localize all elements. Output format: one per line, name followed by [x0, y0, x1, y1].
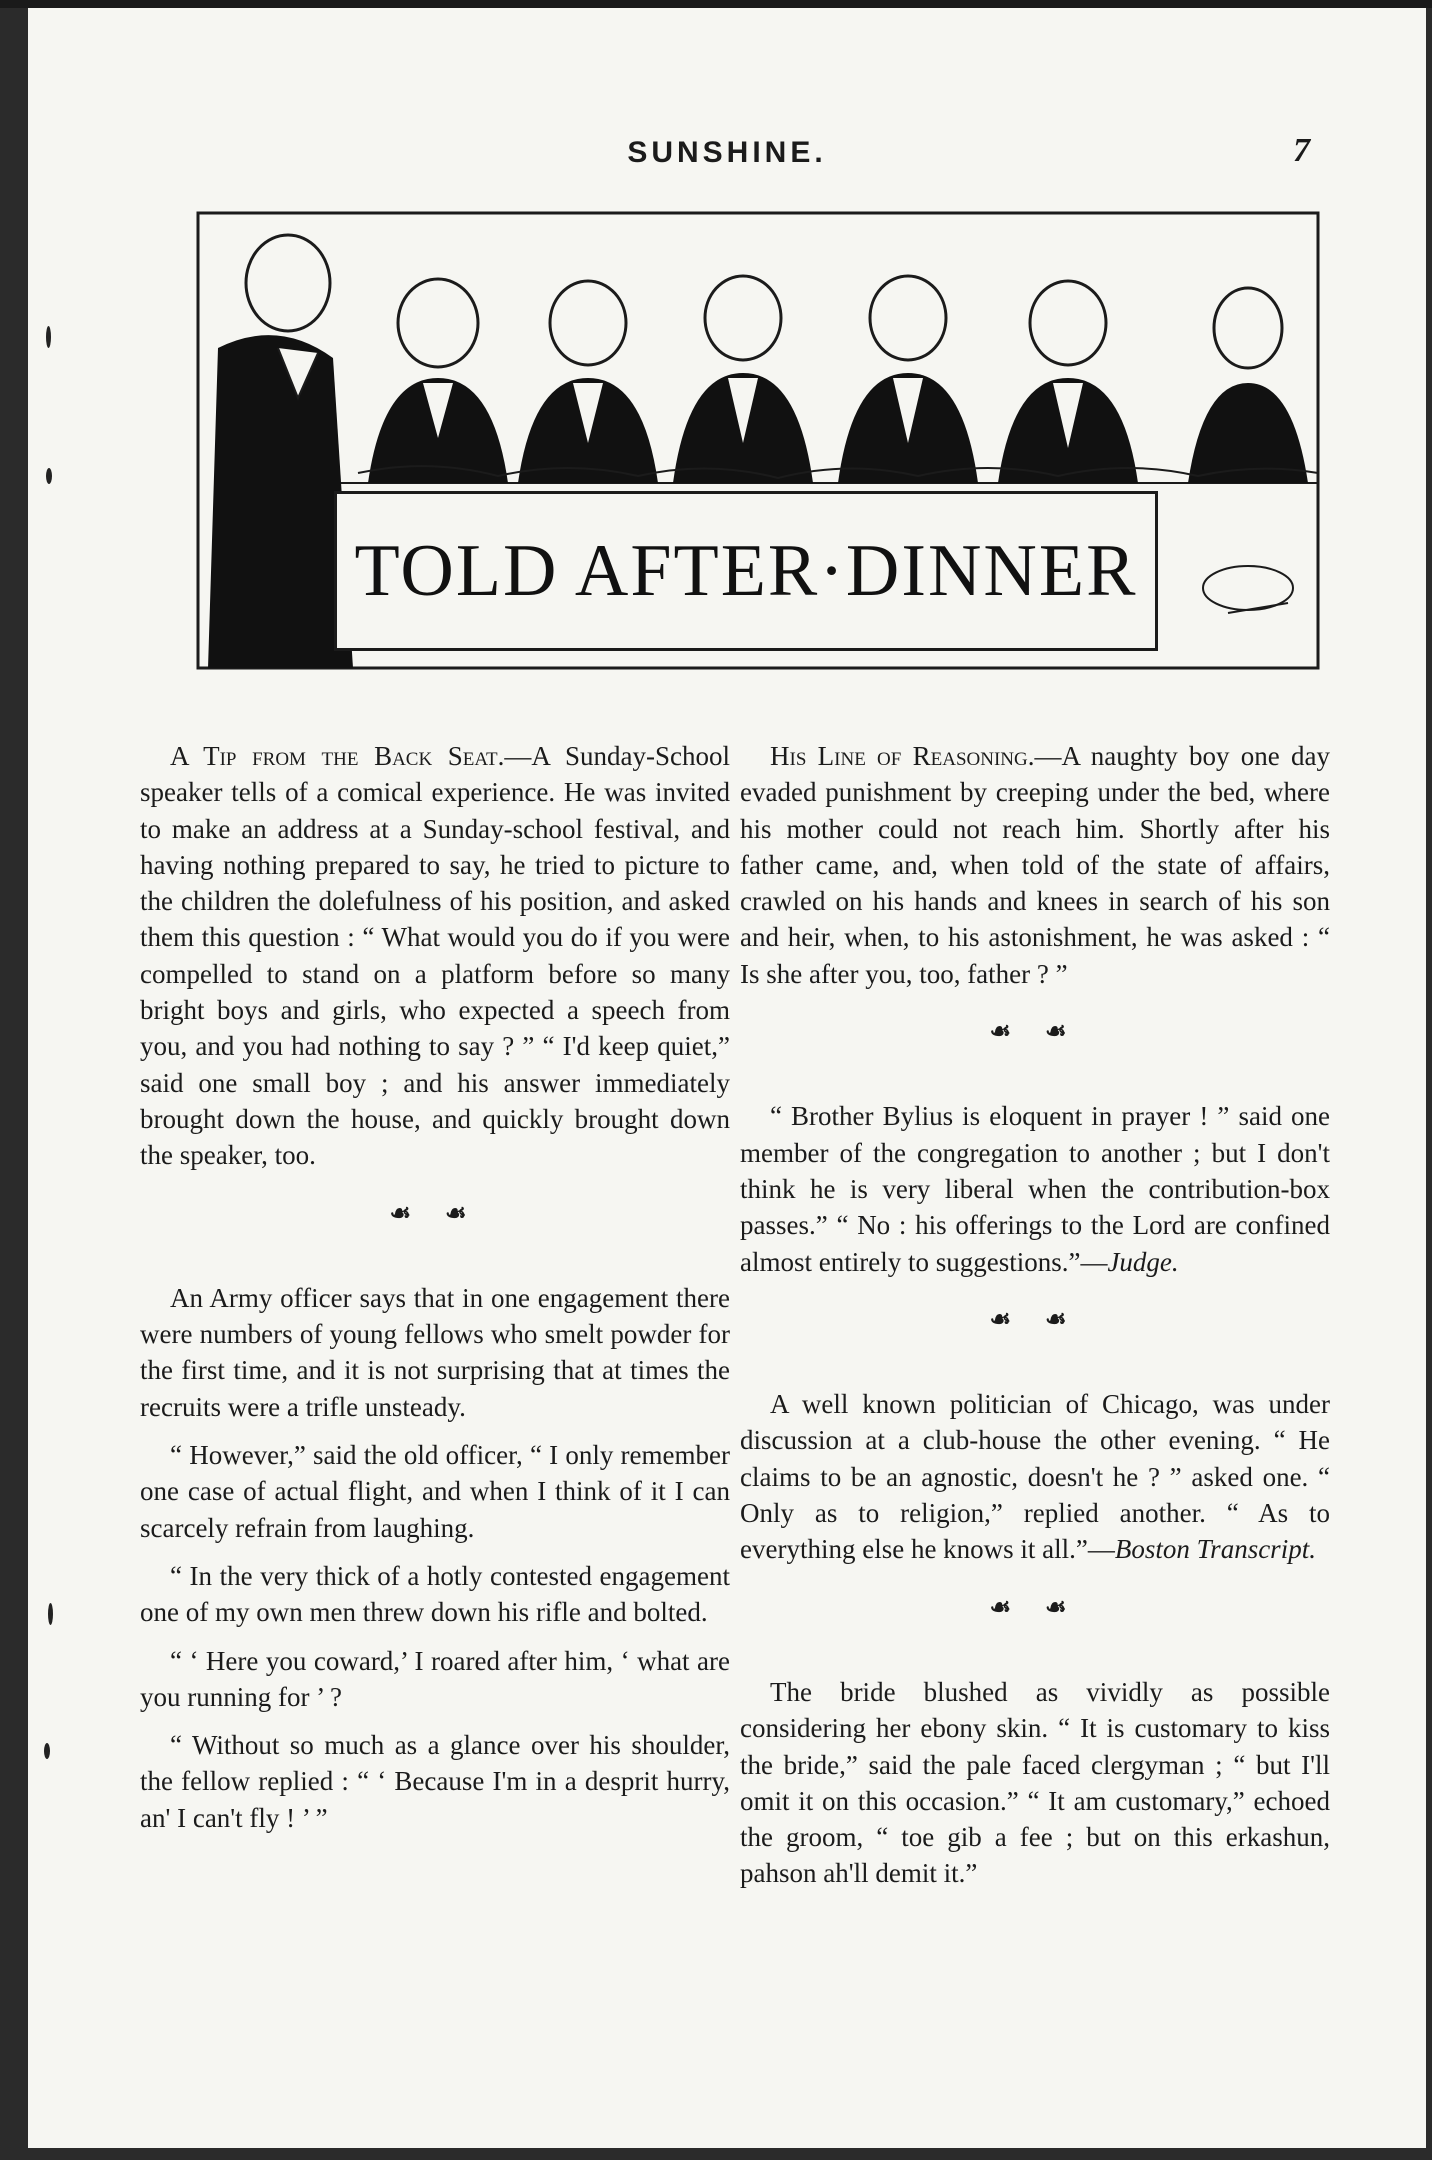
story-body: —A naughty boy one day evaded punishment by creeping under the bed, where his mother could not reach him. Shortly after his father came, and, when told of the state of affairs, crawled on his hands and knees in search of his son and heir, when, to his astonishment, he was asked : “ Is she after you, too, father ? ”: [740, 741, 1330, 989]
story-line-of-reasoning: [740, 738, 1330, 992]
running-head: SUNSHINE.: [627, 136, 827, 169]
story-body: A well known politician of Chicago, was under discussion at a club-house the other evening. “ He claims to be an agnostic, doesn't he ? ” asked one. “ Only as to religion,” replied another. “ As to everything else he knows it all.”—: [740, 1389, 1330, 1565]
story-brother-bylius: [740, 1098, 1330, 1279]
magazine-page: [28, 8, 1426, 2148]
scan-speck: [46, 468, 52, 484]
left-column: [140, 738, 730, 1848]
story-body: “ Brother Bylius is eloquent in prayer ! ” said one member of the congregation to another ; but I don't think he is very liberal when the contribution-box passes.” “ No : his offerings to the Lord are confined almost entirely to suggestions.”—: [740, 1101, 1330, 1277]
story-tip-from-back-seat: [140, 738, 730, 1174]
section-divider: ☙ ☙: [389, 1200, 481, 1227]
title-banner: [334, 491, 1158, 651]
story-army-officer-p1: An Army officer says that in one engagement there were numbers of young fellows who smelt powder for the first time, and it is not surprising that at times the recruits were a trifle unsteady.: [140, 1282, 730, 1422]
story-chicago-politician: [740, 1386, 1330, 1567]
page-number: 7: [1293, 132, 1310, 169]
scan-speck: [48, 1603, 53, 1625]
story-army-officer-p3: “ In the very thick of a hotly contested engagement one of my own men threw down his rifle and bolted.: [140, 1560, 730, 1628]
story-heading: A Tip from the Back Seat.: [170, 741, 505, 771]
section-divider: ☙ ☙: [989, 1594, 1081, 1621]
scan-speck: [46, 326, 51, 348]
right-column: [740, 738, 1330, 1904]
story-body: —A Sunday-School speaker tells of a comical experience. He was invited to make an address at a Sunday-school festival, and having nothing prepared to say, he tried to picture to the children the dolefulness of his position, and asked them this question : “ What would you do if you were compelled to stand on a platform before so many bright boys and girls, who expected a speech from you, and you had nothing to say ? ” “ I'd keep quiet,” said one small boy ; and his answer immediately brought down the house, and quickly brought down the speaker, too.: [140, 741, 730, 1171]
story-the-bride: The bride blushed as vividly as possible considering her ebony skin. “ It is customary to kiss the bride,” said the pale faced clergyman ; “ but I'll omit it on this occasion.” “ It am customary,” echoed the groom, “ toe gib a fee ; but on this erkashun, pahson ah'll demit it.”: [740, 1676, 1330, 1889]
standing-speaker-figure: [208, 235, 353, 668]
scan-speck: [44, 1743, 50, 1759]
illustration-title: TOLD AFTER·DINNER: [354, 529, 1138, 612]
seated-diners: [368, 276, 1308, 483]
story-army-officer-p4: “ ‘ Here you coward,’ I roared after him, ‘ what are you running for ’ ?: [140, 1645, 730, 1712]
section-divider: ☙ ☙: [989, 1306, 1081, 1333]
story-heading: His Line of Reasoning.: [770, 741, 1035, 771]
scan-border: [0, 0, 1432, 8]
story-army-officer-p2: “ However,” said the old officer, “ I only remember one case of actual flight, and when I think of it I can scarcely refrain from laughing.: [140, 1440, 730, 1543]
story-source: Judge.: [1107, 1246, 1179, 1277]
story-army-officer-p5: “ Without so much as a glance over his shoulder, the fellow replied : “ ‘ Because I'm in a desprit hurry, an' I can't fly ! ’ ”: [140, 1730, 730, 1833]
section-divider: ☙ ☙: [989, 1019, 1081, 1046]
story-source: Boston Transcript.: [1114, 1534, 1316, 1565]
